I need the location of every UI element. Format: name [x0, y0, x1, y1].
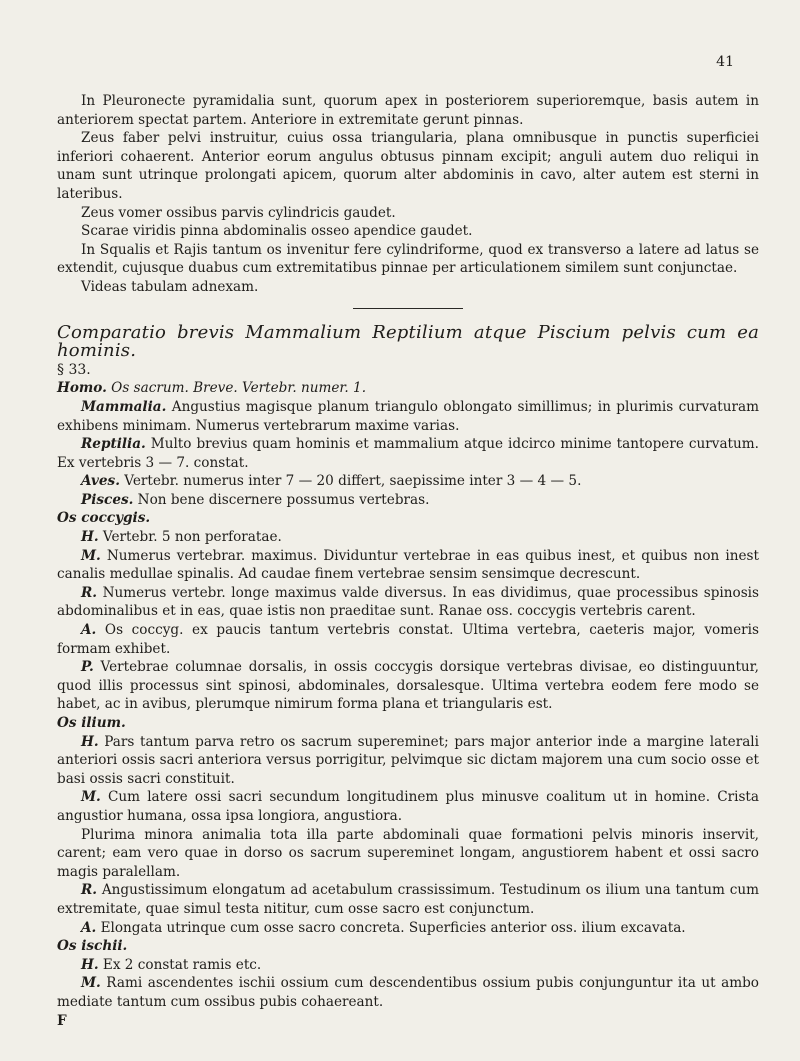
section-divider	[353, 308, 463, 310]
entry-paragraph	[57, 788, 759, 825]
entry-label: Pisces.	[81, 491, 134, 508]
entry-label: M.	[81, 547, 101, 564]
entry-text: Pars tantum parva retro os sacrum supereminet; pars major anterior inde a margine laterali anteriori ossis sacri anteriora versus porrigitur, pelvimque sic dictam majorem una cum socio osse et basi ossis sacri constituit.	[57, 733, 759, 787]
entry-text: Elongata utrinque cum osse sacro concreta. Superficies anterior oss. ilium excavata.	[96, 919, 686, 936]
entry-paragraph	[57, 547, 759, 584]
entry-paragraph	[57, 956, 759, 975]
intro-paragraph: In Squalis et Rajis tantum os invenitur fere cylindriforme, quod ex transverso a latere ad latus se extendit, cujusque duabus cum extremitatibus pinnae per articulationem similem sunt conjunctae.	[57, 241, 759, 277]
entry-paragraph	[57, 881, 759, 918]
subsection-title	[57, 937, 759, 956]
intro-paragraph: In Pleuronecte pyramidalia sunt, quorum apex in posteriorem superioremque, basis autem in anteriorem spectat partem. Anteriore in extremitate gerunt pinnas.	[57, 93, 759, 128]
entry-text: Numerus vertebr. longe maximus valde diversus. In eas dividimus, quae processibus spinosis abdominalibus et in eas, quae istis non praeditae sunt. Ranae oss. coccygis vertebris carent.	[57, 584, 759, 620]
entry-label: R.	[81, 584, 98, 601]
entry-label: A.	[81, 622, 97, 639]
entry-label: R.	[81, 882, 98, 899]
entry-paragraph	[57, 435, 759, 472]
entry-text: Numerus vertebrar. maximus. Dividuntur vertebrae in eas quibus inest, et quibus non inest canalis medullae spinalis. Ad caudae finem vertebrae sensim sensimque decrescunt.	[57, 547, 759, 583]
entry-text: Vertebrae columnae dorsalis, in ossis coccygis dorsique vertebras divisae, eo distinguuntur, quod illis processus sint spinosi, abdominales, dorsalesque. Ultima vertebra eodem fere modo se habet, ac in avibus, plerumque nimirum forma plana et triangularis est.	[57, 659, 759, 713]
entry-label: Os coccygis.	[57, 510, 151, 527]
entry-text: Ex 2 constat ramis etc.	[98, 956, 262, 973]
entry-label: H.	[81, 529, 99, 546]
entry-paragraph	[57, 919, 759, 938]
intro-paragraph: Zeus vomer ossibus parvis cylindricis gaudet.	[81, 204, 396, 221]
intro-paragraph: Zeus faber pelvi instruitur, cuius ossa triangularia, plana omnibusque in punctis superficiei inferiori cohaerent. Anterior eorum angulus obtusus pinnam excipit; anguli autem duo reliqui in unam sunt utrinque prolongati apicem, quorum alter abdominis in cavo, alter autem est sterni in lateribus.	[57, 130, 759, 202]
entry-paragraph	[57, 528, 759, 547]
intro-paragraph: Videas tabulam adnexam.	[81, 278, 259, 295]
signature-mark: F	[57, 1012, 67, 1029]
entry-text: Os sacrum. Breve. Vertebr. numer. 1.	[106, 380, 367, 397]
entry-label: Reptilia.	[81, 436, 146, 453]
entry-text: Cum latere ossi sacri secundum longitudinem plus minusve coalitum ut in homine. Crista angustior humana, ossa ipsa longiora, angustiora.	[57, 789, 759, 824]
entry-text: Non bene discernere possumus vertebras.	[133, 491, 430, 508]
entry-paragraph	[57, 584, 759, 621]
section-number: § 33.	[57, 361, 91, 378]
entry-paragraph	[57, 658, 759, 714]
entry-label: M.	[81, 789, 101, 806]
entry-label: Os ilium.	[57, 715, 126, 731]
entry-label: H.	[81, 733, 99, 750]
entry-label: Aves.	[81, 473, 120, 490]
body-text	[57, 92, 759, 1030]
entry-text: Multo brevius quam hominis et mammalium atque idcirco minime tantopere curvatum. Ex vertebris 3 — 7. constat.	[57, 436, 759, 471]
comparison-entries	[57, 379, 759, 1011]
intro-section	[57, 92, 759, 297]
entry-label: M.	[81, 975, 101, 992]
subsection-title	[57, 379, 759, 398]
entry-text: Rami ascendentes ischii ossium cum descendentibus ossium pubis conjunguntur ita ut ambo mediate tantum cum ossibus pubis cohaereant.	[57, 975, 759, 1010]
entry-paragraph	[57, 621, 759, 658]
entry-text: Angustius magisque planum triangulo oblongato simillimus; in plurimis curvaturam exhibens minimam. Numerus vertebrarum maxime varias.	[57, 398, 759, 434]
entry-label: P.	[81, 659, 94, 676]
entry-label: A.	[81, 919, 97, 936]
entry-text: Vertebr. 5 non perforatae.	[98, 529, 282, 546]
entry-text: Angustissimum elongatum ad acetabulum crassissimum. Testudinum os ilium una tantum cum extremitate, quae simul testa nititur, cum osse sacro est conjunctum.	[57, 882, 759, 917]
section-heading: Comparatio brevis Mammalium Reptilium atque Piscium pelvis cum ea hominis.	[57, 321, 759, 362]
entry-text: Os coccyg. ex paucis tantum vertebris constat. Ultima vertebra, caeteris major, vomeris formam exhibet.	[57, 622, 759, 657]
entry-paragraph	[57, 733, 759, 789]
entry-paragraph	[57, 398, 759, 435]
entry-paragraph	[57, 974, 759, 1011]
entry-label: H.	[81, 956, 99, 973]
entry-label: Os ischii.	[57, 938, 128, 955]
entry-text: Vertebr. numerus inter 7 — 20 differt, saepissime inter 3 — 4 — 5.	[119, 473, 582, 490]
subsection-title	[57, 714, 759, 733]
entry-label: Mammalia.	[81, 398, 167, 415]
page-number: 41	[716, 54, 734, 70]
entry-paragraph	[57, 826, 759, 882]
entry-label: Homo.	[57, 380, 107, 397]
entry-text: Plurima minora animalia tota illa parte abdominali quae formationi pelvis minoris inservit, carent; eam vero quae in dorso os sacrum supereminet longam, angustiorem habent et ossi sacro magis paralellam.	[57, 826, 759, 880]
intro-paragraph: Scarae viridis pinna abdominalis osseo apendice gaudet.	[81, 223, 473, 240]
subsection-title	[57, 509, 759, 528]
entry-paragraph	[57, 472, 759, 491]
entry-paragraph	[57, 491, 759, 510]
